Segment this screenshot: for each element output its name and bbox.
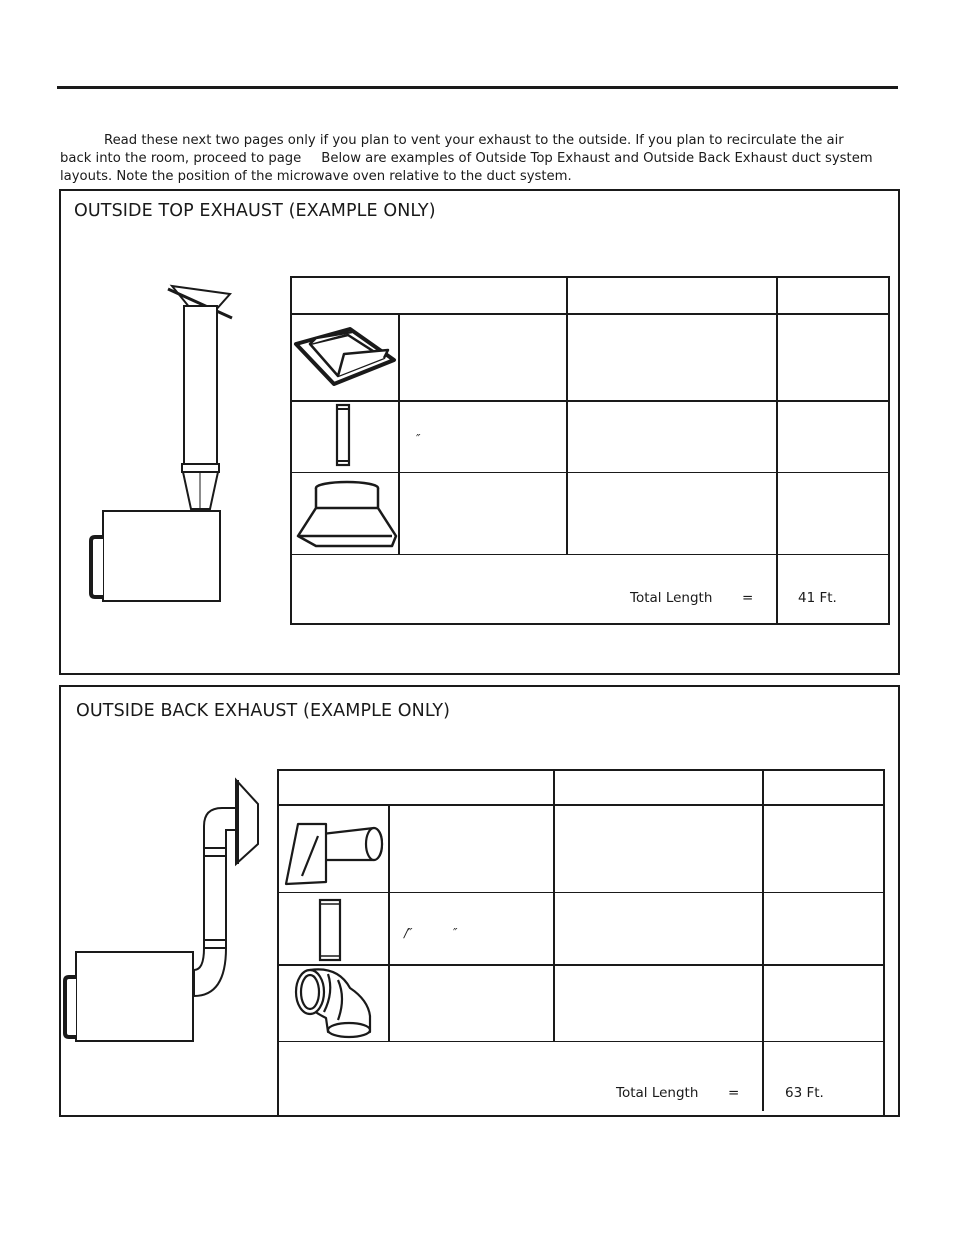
intro-line-3: layouts. Note the position of the microwave oven relative to the duct system. xyxy=(60,169,572,184)
back-total-label: Total Length xyxy=(616,1085,699,1101)
round-duct-icon xyxy=(318,898,342,962)
intro-line-2a: back into the room, proceed to page xyxy=(60,151,302,166)
top-total-label: Total Length xyxy=(630,590,713,606)
elbow-icon xyxy=(294,966,378,1040)
intro-line-2b: Below are examples of Outside Top Exhaust and Outside Back Exhaust duct system xyxy=(321,151,873,166)
back-duct-size-mark-a: /″ xyxy=(404,926,413,940)
back-total-value: 63 Ft. xyxy=(785,1085,824,1101)
top-total-value: 41 Ft. xyxy=(798,590,837,606)
back-duct-size-mark-b: ″ xyxy=(453,926,458,940)
back-total-equals: = xyxy=(728,1085,740,1101)
top-total-equals: = xyxy=(742,590,754,606)
intro-line-1: Read these next two pages only if you plan to vent your exhaust to the outside. If you plan to recirculate the air xyxy=(104,133,844,148)
top-exhaust-title: OUTSIDE TOP EXHAUST (EXAMPLE ONLY) xyxy=(74,201,436,221)
wall-cap-icon xyxy=(282,822,386,888)
top-duct-size-mark: ″ xyxy=(416,432,421,446)
back-exhaust-title: OUTSIDE BACK EXHAUST (EXAMPLE ONLY) xyxy=(76,701,451,721)
